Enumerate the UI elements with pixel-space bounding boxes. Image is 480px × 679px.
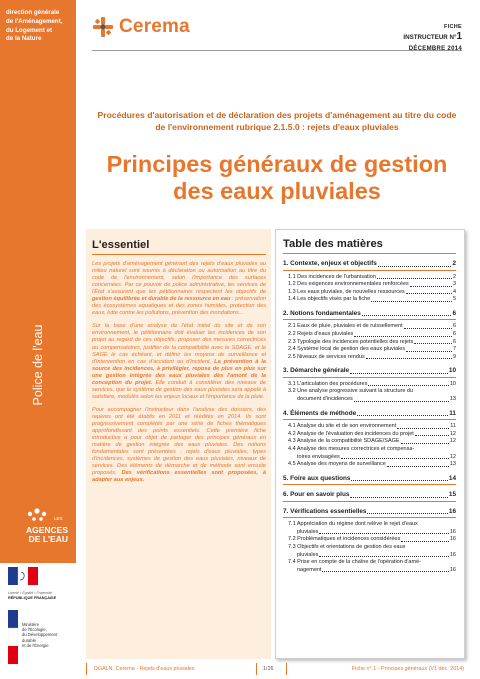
toc-leader-dots — [406, 293, 452, 294]
essentiel-text: Les projets d'aménagement générant des rejets d'eaux pluviales au milieu naturel sont soumis à déclaration ou autorisation au titre du code de l'environnement, selon l'importance des surfaces concernées. Par ce pouvoir de police administrative, les services de l'État s'assurent que les pétitionnaires respectent les objectifs de — [92, 261, 266, 296]
sidebar-header-block — [0, 0, 76, 93]
toc-page-number: 16 — [449, 528, 456, 535]
toc-page-number: 14 — [448, 474, 456, 482]
essentiel-emphasis: Des vérifications essentielles sont proposées, à adapter aux enjeux. — [92, 470, 267, 484]
essentiel-text: Elle conduit à considérer des niveaux de services, que le système de gestion des eaux pluviales sera appelé à satisfaire, modulés selon les enjeux locaux et l'importance de la pluie. — [92, 379, 266, 400]
toc-page-number: 10 — [449, 380, 456, 387]
toc-entry-item-continuation[interactable] — [283, 396, 456, 404]
toc-divider — [283, 253, 456, 254]
cerema-star-icon — [92, 16, 114, 38]
toc-leader-dots — [357, 415, 448, 416]
toc-entry-label: 2. Notions fondamentales — [283, 309, 361, 317]
toc-entry-item[interactable] — [283, 388, 456, 396]
toc-entry-section[interactable] — [283, 310, 456, 321]
toc-entry-item[interactable] — [283, 296, 456, 304]
toc-page-number: 6 — [452, 309, 456, 317]
fiche-info — [403, 24, 462, 52]
toc-entry-label: 7.3 Objectifs et orientations de gestion des eaux — [288, 543, 406, 550]
toc-page-number: 4 — [452, 288, 456, 295]
tricolor-bar-icon — [8, 610, 18, 664]
cerema-logo — [92, 14, 212, 42]
toc-page-number: 2 — [452, 260, 456, 267]
cerema-name: Cerema — [119, 16, 190, 37]
marianne-flag-icon — [8, 567, 38, 585]
toc-leader-dots — [404, 328, 452, 329]
toc-entry-item[interactable] — [283, 339, 456, 347]
essentiel-paragraph — [92, 407, 266, 485]
toc-entry-label: 2.4 Système local de gestion des eaux pluviales — [288, 346, 406, 353]
toc-page-number: 16 — [449, 566, 456, 573]
essentiel-emphasis: gestion équilibrée et durable de la ressource en eau — [92, 296, 231, 303]
toc-entry-label: 4.2 Analyse de l'évaluation des incidences du projet — [288, 430, 414, 437]
toc-leader-dots — [378, 266, 452, 267]
toc-page-number: 11 — [449, 409, 456, 417]
toc-entry-label: 7.1 Appréciation du régime dont relève le rejet d'eaux — [288, 521, 418, 528]
footer-separator — [256, 663, 257, 675]
toc-entry-item-continuation[interactable] — [283, 454, 456, 462]
toc-entry-section[interactable] — [283, 508, 456, 519]
toc-leader-dots — [354, 401, 449, 402]
essentiel-text: Pour accompagner l'instructeur dans l'analyse des dossiers, des repères ont été établis en 2011 et réédités en 2014. Ils sont progressivement complétés par une série de fiches thématiques approfondissant des points essentiels. Cette première fiche introductive a pour objet de partager des principes généraux en matière de gestion intégrée des eaux pluviales. Des notions fondamentales sont présentées : rejets d'eaux pluviales, types d'incidences, systèmes de gestion des eaux pluviales, niveaux de services. Des éléments de démarche et de méthode sont ensuite proposés. — [92, 406, 266, 477]
toc-entry-item[interactable] — [283, 289, 456, 297]
essentiel-text: : préservation des écosystèmes aquatiques et des zones humides, protection des eaux, lutte contre les pollutions, prévention des inondations... — [92, 296, 266, 317]
footer-separator — [286, 663, 287, 675]
toc-entry-label: 6. Pour en savoir plus — [283, 491, 350, 499]
instructeur-text: INSTRUCTEUR N° — [403, 34, 457, 41]
toc-entry-label: 2.2 Rejets d'eaux pluviales — [288, 330, 354, 337]
toc-list — [283, 260, 456, 574]
toc-leader-dots — [351, 480, 447, 481]
instructeur-label — [403, 31, 462, 42]
toc-entry-item[interactable] — [283, 521, 456, 529]
toc-entry-item[interactable] — [283, 354, 456, 362]
toc-leader-dots — [362, 315, 452, 316]
toc-entry-label: 4.4 Analyse des mesures correctrices et compensa- — [288, 445, 415, 452]
toc-entry-label: 4.1 Analyse du site et de son environnement — [288, 423, 397, 430]
essentiel-box — [86, 229, 271, 659]
toc-entry-item[interactable] — [283, 281, 456, 289]
toc-leader-dots — [371, 301, 452, 302]
toc-entry-label: 1.4 Les objectifs visés par la fiche — [288, 296, 371, 303]
toc-entry-label: 4.3 Analyse de la compatibilité SDAGE/SAGE — [288, 438, 400, 445]
toc-page-number: 6 — [452, 330, 456, 337]
essentiel-text: Sur la base d'une analyse de l'état initial du site et de son environnement, le pétitionnaire doit évaluer les incidences de son projet au regard de ces objectifs, proposer des mesures correctrices ou compensatoires, justifier de la compatibilité avec le SDAGE, et le SAGE le cas échéant, et définir les moyens de surveillance et d'intervention en cas d'accident ou d'incident. — [92, 323, 266, 365]
toc-section — [283, 491, 456, 502]
essentiel-divider — [92, 254, 266, 255]
toc-entry-label: 5. Foire aux questions — [283, 474, 351, 482]
agences-les-text: LES — [54, 516, 63, 521]
toc-entry-section[interactable] — [283, 491, 456, 502]
page-footer — [86, 663, 466, 675]
toc-entry-label: pluviales — [297, 551, 319, 558]
toc-section — [283, 475, 456, 486]
organization-name: direction générale de l'Aménagement, du Logement et de la Nature — [6, 9, 63, 43]
footer-fiche: Fiche n° 1 - Principes généraux (V1 déc. 2014) — [351, 666, 464, 672]
essentiel-paragraph — [92, 323, 266, 401]
toc-leader-dots — [350, 373, 448, 374]
toc-leader-dots — [367, 513, 447, 514]
document-subtitle: Procédures d'autorisation et de déclaration des projets d'aménagement au titre du code de l'environnement rubrique 2.1.5.0 : rejets d'eaux pluviales — [97, 110, 457, 132]
toc-page-number: 16 — [449, 536, 456, 543]
toc-entry-section[interactable] — [283, 260, 456, 271]
essentiel-paragraph — [92, 261, 266, 317]
agences-de-l-eau-logo — [6, 500, 70, 558]
toc-page-number: 12 — [449, 453, 456, 460]
toc-page-number: 15 — [448, 491, 456, 499]
toc-section — [283, 508, 456, 575]
ministere-logo — [8, 610, 68, 670]
toc-entry-item[interactable] — [283, 431, 456, 439]
toc-page-number: 7 — [452, 346, 456, 353]
toc-title: Table des matières — [283, 238, 383, 250]
toc-page-number: 13 — [449, 461, 456, 468]
toc-section — [283, 310, 456, 361]
toc-entry-section[interactable] — [283, 475, 456, 486]
toc-leader-dots — [397, 428, 449, 429]
republique-francaise-logo — [8, 567, 68, 607]
toc-page-number: 16 — [449, 551, 456, 558]
toc-leader-dots — [415, 435, 449, 436]
toc-entry-label: 1.2 Des exigences environnementales renforcées — [288, 281, 409, 288]
toc-leader-dots — [322, 571, 448, 572]
toc-section — [283, 367, 456, 403]
toc-entry-label: 7.4 Prise en compte de la chaîne de l'opération d'amé- — [288, 559, 421, 566]
toc-entry-label: 2.3 Typologie des incidences potentielles des rejets — [288, 338, 414, 345]
toc-entry-label: 4. Éléments de méthode — [283, 409, 357, 417]
toc-entry-item[interactable] — [283, 346, 456, 354]
toc-entry-item[interactable] — [283, 381, 456, 389]
toc-entry-label: 2.5 Niveaux de services rendus — [288, 353, 365, 360]
toc-leader-dots — [366, 358, 452, 359]
republique-motto: Liberté • Égalité • Fraternité — [8, 591, 52, 595]
toc-entry-label: 3.2 Une analyse progressive suivant la structure du — [288, 388, 414, 395]
toc-entry-item-continuation[interactable] — [283, 529, 456, 537]
toc-leader-dots — [368, 385, 449, 386]
toc-entry-item[interactable] — [283, 544, 456, 552]
toc-entry-item-continuation[interactable] — [283, 552, 456, 560]
toc-entry-item[interactable] — [283, 323, 456, 331]
toc-leader-dots — [319, 556, 448, 557]
toc-page-number: 13 — [449, 396, 456, 403]
toc-page-number: 6 — [452, 338, 456, 345]
toc-entry-item[interactable] — [283, 438, 456, 446]
fiche-date: DÉCEMBRE 2014 — [408, 46, 462, 52]
toc-entry-label: toires envisagées — [297, 453, 340, 460]
toc-entry-item[interactable] — [283, 461, 456, 469]
toc-leader-dots — [350, 497, 447, 498]
essentiel-title: L'essentiel — [92, 239, 150, 251]
toc-entry-label: 3.1 L'articulation des procédures — [288, 380, 368, 387]
toc-entry-section[interactable] — [283, 410, 456, 421]
toc-leader-dots — [414, 343, 452, 344]
instructeur-number: 1 — [456, 31, 462, 42]
header-divider — [92, 50, 462, 51]
toc-entry-label: 4.5 Analyse des moyens de surveillance — [288, 461, 386, 468]
document-title: Principes généraux de gestion des eaux pluviales — [106, 151, 448, 204]
toc-page-number: 16 — [448, 507, 456, 515]
toc-page-number: 9 — [452, 353, 456, 360]
toc-entry-label: document d'incidences — [297, 396, 353, 403]
toc-page-number: 3 — [452, 281, 456, 288]
toc-page-number: 11 — [450, 423, 456, 430]
toc-page-number: 10 — [448, 367, 456, 375]
toc-leader-dots — [377, 278, 452, 279]
toc-entry-label: 7.2 Problématiques et incidences considérées — [288, 536, 401, 543]
toc-section — [283, 410, 456, 469]
toc-page-number: 12 — [449, 438, 456, 445]
toc-section — [283, 260, 456, 304]
police-de-l-eau-label: Police de l'eau — [31, 324, 45, 406]
toc-leader-dots — [410, 286, 452, 287]
toc-entry-item-continuation[interactable] — [283, 567, 456, 575]
republique-name: RÉPUBLIQUE FRANÇAISE — [8, 596, 57, 600]
toc-entry-item[interactable] — [283, 423, 456, 431]
ministere-text: Ministère de l'Écologie, du Développement durable et de l'Énergie — [22, 622, 58, 648]
toc-entry-item[interactable] — [283, 559, 456, 567]
agences-text: AGENCES DE L'EAU — [25, 525, 68, 544]
toc-entry-label: 3. Démarche générale — [283, 367, 350, 375]
toc-entry-label: 1.3 Les eaux pluviales, de nouvelles ressources — [288, 288, 405, 295]
toc-entry-section[interactable] — [283, 367, 456, 378]
essentiel-body — [92, 261, 266, 484]
toc-entry-label: nagement — [297, 566, 322, 573]
toc-entry-label: pluviales — [297, 528, 319, 535]
toc-leader-dots — [387, 466, 449, 467]
water-drops-icon — [26, 505, 50, 523]
toc-entry-item[interactable] — [283, 446, 456, 454]
fiche-label: FICHE — [444, 24, 462, 30]
toc-leader-dots — [406, 351, 452, 352]
toc-leader-dots — [401, 541, 449, 542]
footer-page-number: 1/16 — [263, 666, 274, 672]
toc-leader-dots — [354, 336, 452, 337]
toc-page-number: 5 — [452, 296, 456, 303]
table-of-contents — [275, 229, 465, 659]
footer-source: DGALN, Cerema - Rejets d'eaux pluviales — [94, 666, 195, 672]
toc-page-number: 6 — [452, 323, 456, 330]
toc-page-number: 2 — [452, 273, 456, 280]
toc-leader-dots — [341, 458, 449, 459]
toc-entry-label: 1.1 Des incidences de l'urbanisation — [288, 273, 376, 280]
essentiel-emphasis: La prévention à la source des incidences, à privilégier, repose de plus en plus sur une gestion intégrée des eaux pluviales dès l'amont de la conception du projet. — [92, 358, 266, 386]
toc-leader-dots — [401, 443, 449, 444]
toc-entry-item[interactable] — [283, 536, 456, 544]
toc-entry-item[interactable] — [283, 331, 456, 339]
toc-entry-label: 2.1 Eaux de pluie, pluviales et de ruissellement — [288, 323, 403, 330]
footer-separator — [86, 663, 87, 675]
sidebar — [0, 0, 76, 679]
toc-entry-label: 7. Vérifications essentielles — [283, 507, 367, 515]
vertical-label — [25, 305, 51, 425]
toc-entry-label: 1. Contexte, enjeux et objectifs — [283, 260, 377, 267]
toc-entry-item[interactable] — [283, 274, 456, 282]
toc-page-number: 12 — [449, 430, 456, 437]
toc-leader-dots — [319, 533, 448, 534]
